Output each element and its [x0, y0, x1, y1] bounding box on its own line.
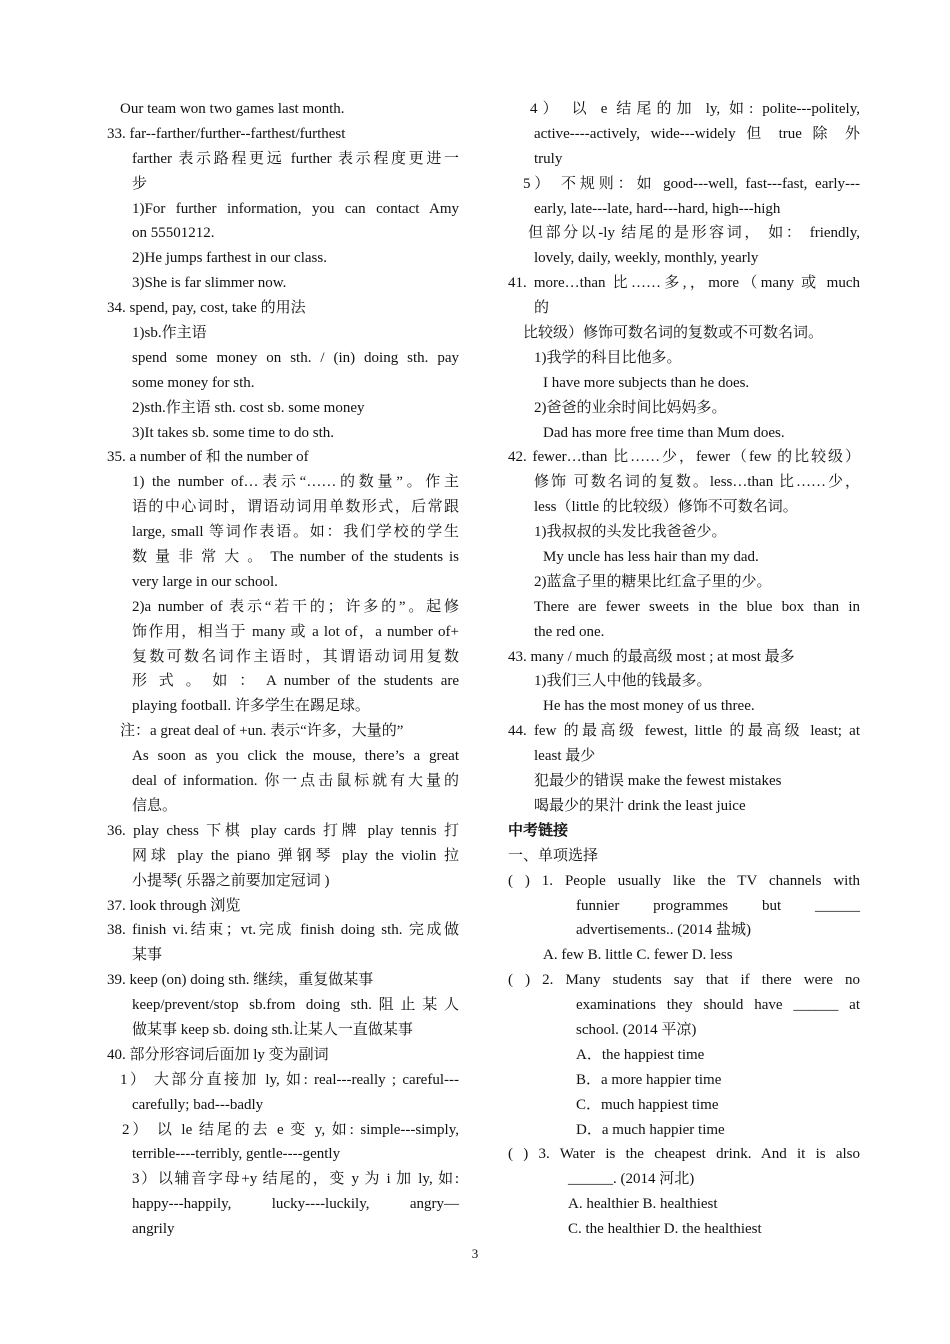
text-line: early, late---late, hard---hard, high---high	[534, 200, 781, 217]
text-line: 注：a great deal of +un. 表示“许多，大量的”	[120, 723, 404, 740]
text-line: 3)It takes sb. some time to do sth.	[132, 424, 335, 441]
text-line: 1)我叔叔的头发比我爸爸少。	[534, 524, 727, 541]
text-line: the red one.	[534, 623, 605, 640]
text-line: 中考链接	[508, 822, 569, 839]
text-line: 3)She is far slimmer now.	[132, 275, 287, 292]
text-line: 步	[132, 175, 148, 192]
text-line: 的	[534, 300, 550, 317]
text-line: deal of information. 你一点击鼠标就有大量的	[132, 773, 459, 790]
text-line: There are fewer sweets in the blue box than in	[534, 598, 860, 615]
text-line: playing football. 许多学生在踢足球。	[132, 698, 370, 715]
text-line: 38. finish vi.结束；vt.完成 finish doing sth. 完成做	[107, 922, 459, 939]
text-line: 数 量 非 常 大 。 The number of the students is	[132, 549, 459, 566]
text-line: 1） 大部分直接加 ly, 如: real---really ; careful---	[120, 1071, 459, 1088]
text-line: A. healthier B. healthiest	[568, 1196, 718, 1213]
text-line: 饰作用，相当于 many 或 a lot of，a number of+	[132, 623, 459, 640]
text-line: As soon as you click the mouse, there’s a great	[132, 748, 459, 765]
text-line: some money for sth.	[132, 374, 255, 391]
text-line: C. the healthier D. the healthiest	[568, 1221, 762, 1238]
text-line: ( ) 1. People usually like the TV channels with	[508, 872, 860, 889]
text-line: 某事	[132, 947, 163, 964]
text-line: 2)爸爸的业余时间比妈妈多。	[534, 399, 727, 416]
text-line: 2） 以 le 结尾的去 e 变 y, 如: simple---simply,	[122, 1121, 459, 1138]
text-line: 做某事 keep sb. doing sth.让某人一直做某事	[132, 1021, 413, 1038]
text-line: 1)sb.作主语	[132, 325, 207, 342]
text-line: 35. a number of 和 the number of	[107, 449, 309, 466]
text-line: 比较级）修饰可数名词的复数或不可数名词。	[523, 325, 824, 342]
text-line: farther 表示路程更远 further 表示程度更进一	[132, 150, 459, 167]
text-line: Our team won two games last month.	[120, 101, 345, 117]
text-line: 犯最少的错误 make the fewest mistakes	[534, 773, 782, 790]
text-line: He has the most money of us three.	[543, 698, 755, 715]
text-line: C．much happiest time	[576, 1096, 719, 1113]
text-line: 34. spend, pay, cost, take 的用法	[107, 300, 306, 317]
text-line: angrily	[132, 1221, 175, 1238]
text-line: 1) the number of…表示“……的数量”。作主	[132, 474, 459, 491]
text-line: 复数可数名词作主语时，其谓语动词用复数	[132, 648, 459, 665]
text-line: on 55501212.	[132, 225, 215, 242]
page-number: 3	[471, 1246, 479, 1261]
text-line: active----actively, wide---widely 但 true 除 外	[534, 125, 860, 142]
text-line: 修饰 可数名词的复数。less…than 比……少，	[534, 474, 860, 491]
text-line: My uncle has less hair than my dad.	[543, 549, 759, 566]
text-line: 36. play chess 下棋 play cards 打牌 play tennis 打	[107, 822, 459, 839]
text-line: very large in our school.	[132, 573, 278, 590]
text-line: 网球 play the piano 弹钢琴 play the violin 拉	[132, 847, 459, 864]
text-line: 44. few 的最高级 fewest, little 的最高级 least; at	[508, 723, 860, 740]
left-column	[107, 97, 459, 1242]
text-line: school. (2014 平凉)	[576, 1021, 697, 1038]
right-column	[508, 97, 860, 1242]
text-line: A．the happiest time	[576, 1046, 705, 1063]
text-line: truly	[534, 150, 563, 167]
text-line: 43. many / much 的最高级 most ; at most 最多	[508, 648, 795, 665]
text-line: 41. more…than 比……多,，more（many 或 much	[508, 275, 860, 292]
text-line: ( ) 2. Many students say that if there were no	[508, 972, 860, 989]
text-line: 语的中心词时，谓语动词用单数形式，后常跟	[132, 499, 459, 516]
text-line: large, small 等词作表语。如：我们学校的学生	[132, 524, 459, 541]
text-line: keep/prevent/stop sb.from doing sth.阻止某人	[132, 997, 459, 1014]
text-line: 2)sth.作主语 sth. cost sb. some money	[132, 399, 365, 416]
text-line: spend some money on sth. / (in) doing sth. pay	[132, 349, 459, 366]
text-line: 一、单项选择	[508, 847, 599, 864]
text-line: 1)For further information, you can contact Amy	[132, 200, 459, 217]
text-line: B．a more happier time	[576, 1071, 722, 1088]
text-line: 信息。	[132, 797, 178, 814]
text-line: 4） 以 e 结尾的加 ly, 如: polite---politely,	[530, 101, 860, 117]
text-line: lovely, daily, weekly, monthly, yearly	[534, 250, 759, 267]
text-line: 1)我们三人中他的钱最多。	[534, 673, 712, 690]
text-line: 37. look through 浏览	[107, 897, 241, 914]
text-line: 3）以辅音字母+y 结尾的，变 y 为 i 加 ly, 如:	[132, 1171, 459, 1188]
text-line: ______. (2014 河北)	[568, 1171, 695, 1188]
text-line: carefully; bad---badly	[132, 1096, 264, 1113]
text-line: 40. 部分形容词后面加 ly 变为副词	[107, 1046, 329, 1063]
text-line: 但部分以-ly 结尾的是形容词， 如： friendly,	[528, 225, 860, 242]
text-line: examinations they should have ______ at	[576, 997, 860, 1014]
text-line: funnier programmes but ______	[576, 897, 860, 914]
text-line: I have more subjects than he does.	[543, 374, 750, 391]
text-line: 形 式 。 如 ： A number of the students are	[132, 673, 459, 690]
text-line: ( ) 3. Water is the cheapest drink. And it is also	[508, 1146, 860, 1163]
text-line: 39. keep (on) doing sth. 继续，重复做某事	[107, 972, 374, 989]
text-line: least 最少	[534, 748, 596, 765]
text-line: happy---happily, lucky----luckily, angry—	[132, 1196, 459, 1213]
text-line: less（little 的比较级）修饰不可数名词。	[534, 499, 798, 516]
text-line: 1)我学的科目比他多。	[534, 349, 682, 366]
text-line: 5） 不规则：如 good---well, fast---fast, early---	[523, 175, 860, 192]
text-line: D．a much happier time	[576, 1121, 725, 1138]
text-line: A. few B. little C. fewer D. less	[543, 947, 733, 964]
text-line: 喝最少的果汁 drink the least juice	[534, 797, 746, 814]
text-line: 小提琴( 乐器之前要加定冠词 )	[132, 872, 330, 889]
text-line: 33. far--farther/further--farthest/furthest	[107, 125, 346, 142]
text-line: Dad has more free time than Mum does.	[543, 424, 785, 441]
text-line: 2)He jumps farthest in our class.	[132, 250, 327, 267]
text-line: terrible----terribly, gentle----gently	[132, 1146, 341, 1163]
text-line: 2)a number of 表示“若干的；许多的”。起修	[132, 598, 459, 615]
text-line: 2)蓝盒子里的糖果比红盒子里的少。	[534, 573, 772, 590]
text-line: 42. fewer…than 比……少，fewer（few 的比较级）	[508, 449, 860, 466]
text-line: advertisements.. (2014 盐城)	[576, 922, 751, 939]
